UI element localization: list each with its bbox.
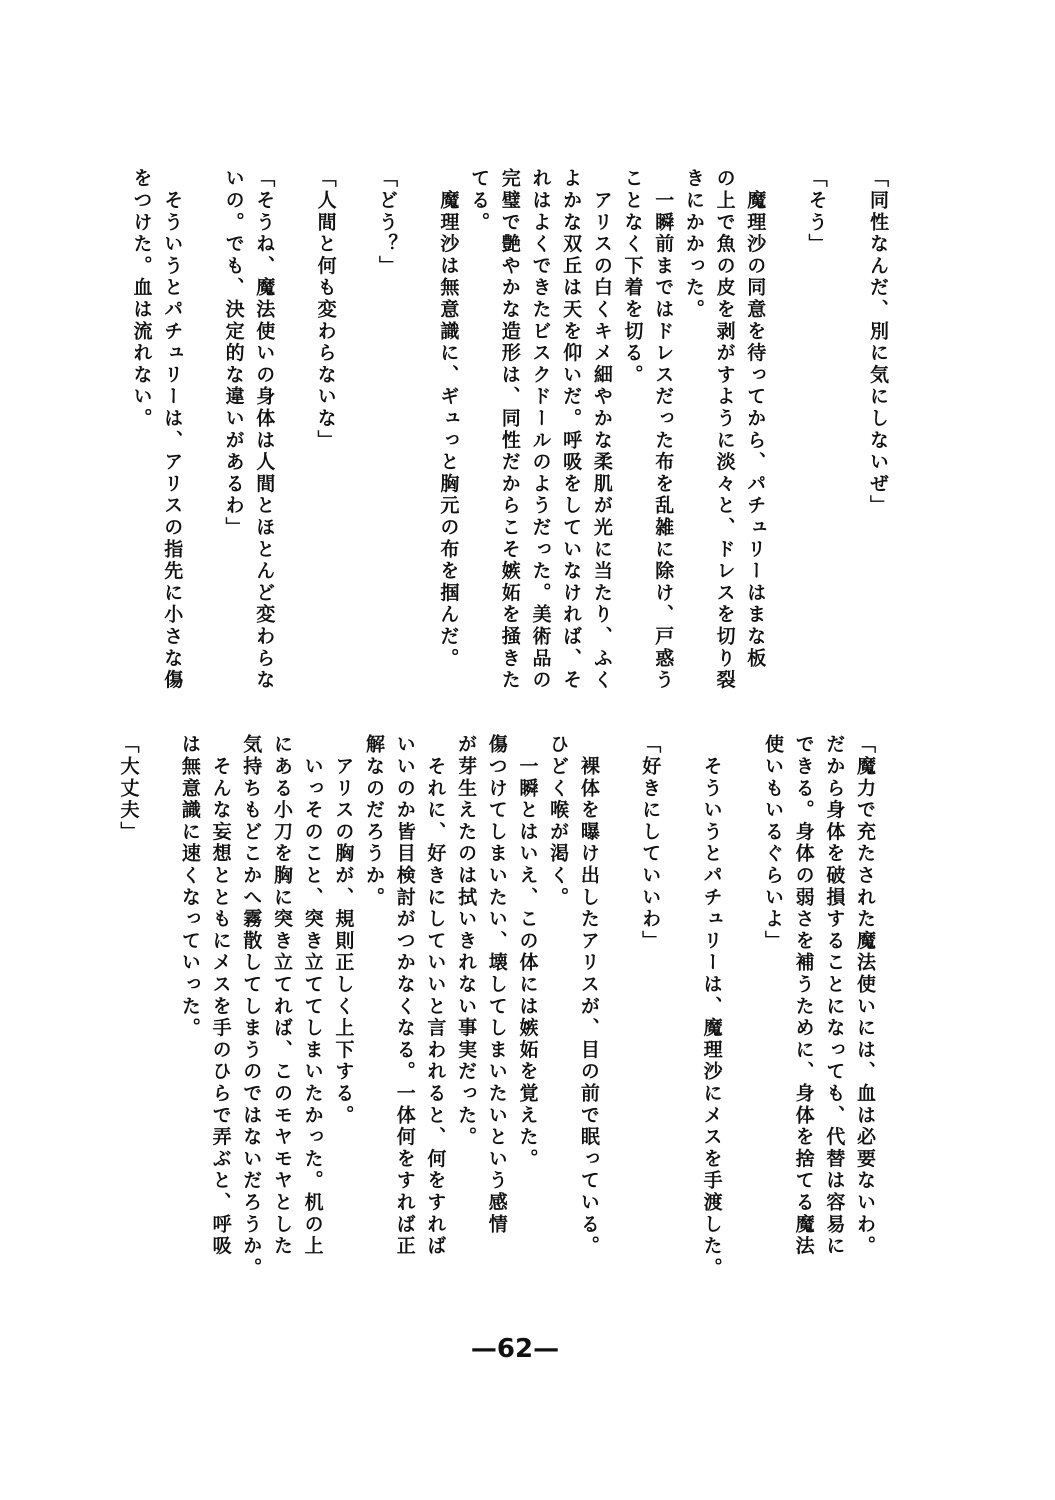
text-line: 「そうね、魔法使いの身体は人間とほとんど変わらな: [253, 168, 276, 692]
text-line: できる。身体の弱さを補うために、身体を捨てる魔法: [792, 734, 815, 1258]
text-line: よかな双丘は天を仰いだ。呼吸をしていなければ、そ: [560, 168, 583, 692]
text-line: 一瞬前まではドレスだった布を乱雑に除け、戸惑う: [652, 168, 675, 692]
blank-line: [279, 168, 310, 723]
text-line: 「好きにしていいわ」: [639, 734, 662, 952]
text-line: 魔理沙は無意識に、ギュっと胸元の布を掴んだ。: [437, 168, 460, 670]
text-line: 一瞬とはいえ、この体には嫉妬を覚えた。: [516, 734, 539, 1170]
text-line: をつけた。血は流れない。: [130, 168, 153, 430]
text-line: 「そう」: [805, 168, 828, 256]
text-line: 完璧で艶やかな造形は、同性だからこそ嫉妬を掻きた: [498, 168, 521, 692]
blank-line: [604, 734, 635, 1289]
text-line: そんな妄想とともにメスを手のひらで弄ぶと、呼吸: [209, 734, 232, 1258]
text-line: 「大丈夫」: [117, 734, 140, 843]
page-number: —62—: [470, 1334, 560, 1364]
text-line: いっそのこと、突き立ててしまいたかった。机の上: [301, 734, 324, 1258]
text-line: いいのか皆目検討がつかなくなる。一体何をすれば正: [393, 734, 416, 1258]
text-line: が芽生えたのは拭いきれない事実だった。: [455, 734, 478, 1149]
text-line: れはよくできたビスクドールのようだった。美術品の: [529, 168, 552, 692]
text-line: 「同性なんだ、別に気にしないぜ」: [867, 168, 889, 517]
text-line: 「人間と何も変わらないな」: [314, 168, 337, 452]
blank-line: [770, 168, 801, 723]
text-line: そういうとパチュリーは、魔理沙にメスを手渡した。: [700, 734, 723, 1279]
text-line: にある小刀を胸に突き立てれば、このモヤモヤとした: [270, 734, 293, 1258]
text-line: いの。でも、決定的な違いがあるわ」: [222, 168, 245, 539]
text-line: だから身体を破損することになっても、代替は容易に: [823, 734, 846, 1258]
text-line: てる。: [468, 168, 491, 234]
text-line: の上で魚の皮を剥がすように淡々と、ドレスを切り裂: [713, 168, 736, 692]
blank-line: [665, 734, 696, 1289]
blank-line: [402, 168, 433, 723]
text-line: それに、好きにしていいと言われると、何をすれば: [424, 734, 447, 1258]
blank-line: [187, 168, 218, 723]
text-line: 気持ちもどこかへ霧散してしまうのではないだろうか。: [240, 734, 263, 1279]
text-line: 解なのだろうか。: [363, 734, 385, 909]
text-line: アリスの胸が、規則正しく上下する。: [332, 734, 355, 1127]
text-line: 使いもいるぐらいよ」: [761, 734, 784, 952]
text-line: そういうとパチュリーは、アリスの指先に小さな傷: [161, 168, 184, 692]
text-line: は無意識に速くなっていった。: [178, 734, 201, 1040]
text-line: ことなく下着を切る。: [621, 168, 644, 386]
blank-line: [144, 734, 175, 1289]
text-line: 「どう？」: [376, 168, 398, 277]
text-line: 「魔力で充たされた魔法使いには、血は必要ないわ。: [854, 734, 876, 1258]
text-line: アリスの白くキメ細やかな柔肌が光に当たり、ふく: [590, 168, 613, 692]
text-line: ひどく喉が渇く。: [547, 734, 570, 909]
blank-line: [727, 734, 758, 1289]
text-line: 魔理沙の同意を待ってから、パチュリーはまな板: [744, 168, 767, 670]
bottom-text-block: [113, 734, 880, 1289]
text-line: 裸体を曝け出したアリスが、目の前で眠っている。: [577, 734, 600, 1258]
top-text-block: [126, 168, 893, 723]
text-line: 傷つけてしまいたい、壊してしまいたいという感情: [485, 734, 508, 1236]
text-line: きにかかった。: [682, 168, 705, 321]
blank-line: [832, 168, 863, 723]
blank-line: [341, 168, 372, 723]
